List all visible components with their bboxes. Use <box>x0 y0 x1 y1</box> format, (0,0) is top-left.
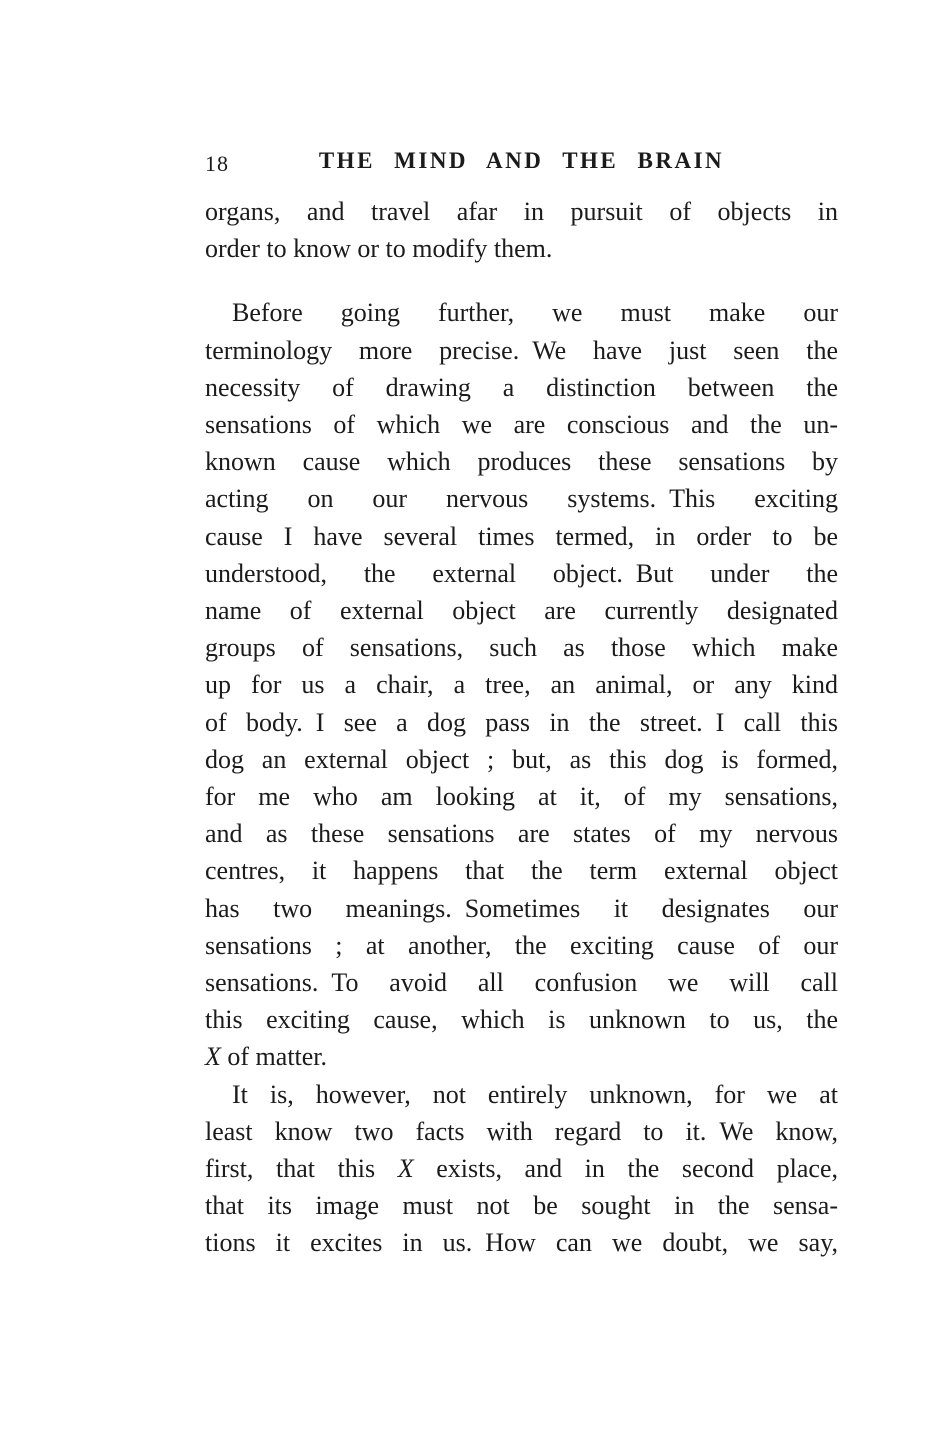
page-header <box>205 148 838 180</box>
text-segment: Before going further, we must make our <box>232 298 838 328</box>
text-line <box>205 1038 838 1075</box>
text-line <box>205 778 838 815</box>
text-line <box>205 1076 838 1113</box>
text-segment: exists, and in the second place, <box>413 1154 839 1184</box>
text-segment: understood, the external object. But under the <box>205 558 838 588</box>
text-segment: that its image must not be sought in the sensa- <box>205 1191 838 1221</box>
text-segment: and as these sensations are states of my nervous <box>205 819 838 849</box>
text-segment: centres, it happens that the term external object <box>205 856 838 886</box>
text-line <box>205 1224 838 1261</box>
text-line <box>205 890 838 927</box>
text-line <box>205 666 838 703</box>
text-line <box>205 1187 838 1224</box>
text-segment: terminology more precise. We have just seen the <box>205 335 838 365</box>
text-segment: cause I have several times termed, in order to be <box>205 521 838 551</box>
text-line <box>205 332 838 369</box>
text-line <box>205 480 838 517</box>
text-line <box>205 704 838 741</box>
text-segment: sensations. To avoid all confusion we will call <box>205 968 838 998</box>
text-line <box>205 230 838 267</box>
text-line <box>205 1001 838 1038</box>
text-line <box>205 815 838 852</box>
text-segment: dog an external object ; but, as this dog is formed, <box>205 744 838 774</box>
text-segment: least know two facts with regard to it. We know, <box>205 1116 838 1146</box>
text-segment: acting on our nervous systems. This exciting <box>205 484 838 514</box>
text-segment: of body. I see a dog pass in the street. I call this <box>205 707 838 737</box>
text-line <box>205 927 838 964</box>
text-segment: organs, and travel afar in pursuit of objects in <box>205 197 838 226</box>
text-segment: name of external object are currently designated <box>205 596 838 626</box>
paragraph <box>205 1076 838 1262</box>
paragraph <box>205 193 838 267</box>
text-line <box>205 406 838 443</box>
text-segment: sensations of which we are conscious and the un- <box>205 410 838 440</box>
text-segment: It is, however, not entirely unknown, for we at <box>232 1079 838 1109</box>
paragraph <box>205 294 838 1075</box>
text-segment: this exciting cause, which is unknown to us, the <box>205 1005 838 1035</box>
text-line <box>205 1113 838 1150</box>
text-line <box>205 193 838 230</box>
text-line <box>205 964 838 1001</box>
text-line <box>205 741 838 778</box>
italic-text-segment: X <box>397 1154 414 1184</box>
text-segment: sensations ; at another, the exciting cause of our <box>205 930 838 960</box>
text-segment: up for us a chair, a tree, an animal, or any kind <box>205 670 838 700</box>
text-line <box>205 555 838 592</box>
text-segment: first, that this <box>205 1154 398 1184</box>
text-line <box>205 629 838 666</box>
text-segment: necessity of drawing a distinction between the <box>205 372 838 402</box>
text-segment: tions it excites in us. How can we doubt, we say, <box>205 1228 838 1258</box>
text-segment: known cause which produces these sensations by <box>205 447 838 477</box>
page-body <box>205 193 838 1262</box>
italic-text-segment: X <box>205 1042 221 1072</box>
text-line <box>205 518 838 555</box>
text-line <box>205 1150 838 1187</box>
text-segment: of matter. <box>220 1042 328 1072</box>
text-line <box>205 369 838 406</box>
text-line <box>205 443 838 480</box>
text-segment: for me who am looking at it, of my sensations, <box>205 782 838 812</box>
text-line <box>205 592 838 629</box>
text-segment: has two meanings. Sometimes it designates our <box>205 893 838 923</box>
text-line <box>205 294 838 331</box>
text-line <box>205 852 838 889</box>
running-title: THE MIND AND THE BRAIN <box>318 148 725 173</box>
text-segment: groups of sensations, such as those which make <box>205 633 838 663</box>
text-segment: order to know or to modify them. <box>205 234 553 264</box>
page-number: 18 <box>205 151 229 176</box>
